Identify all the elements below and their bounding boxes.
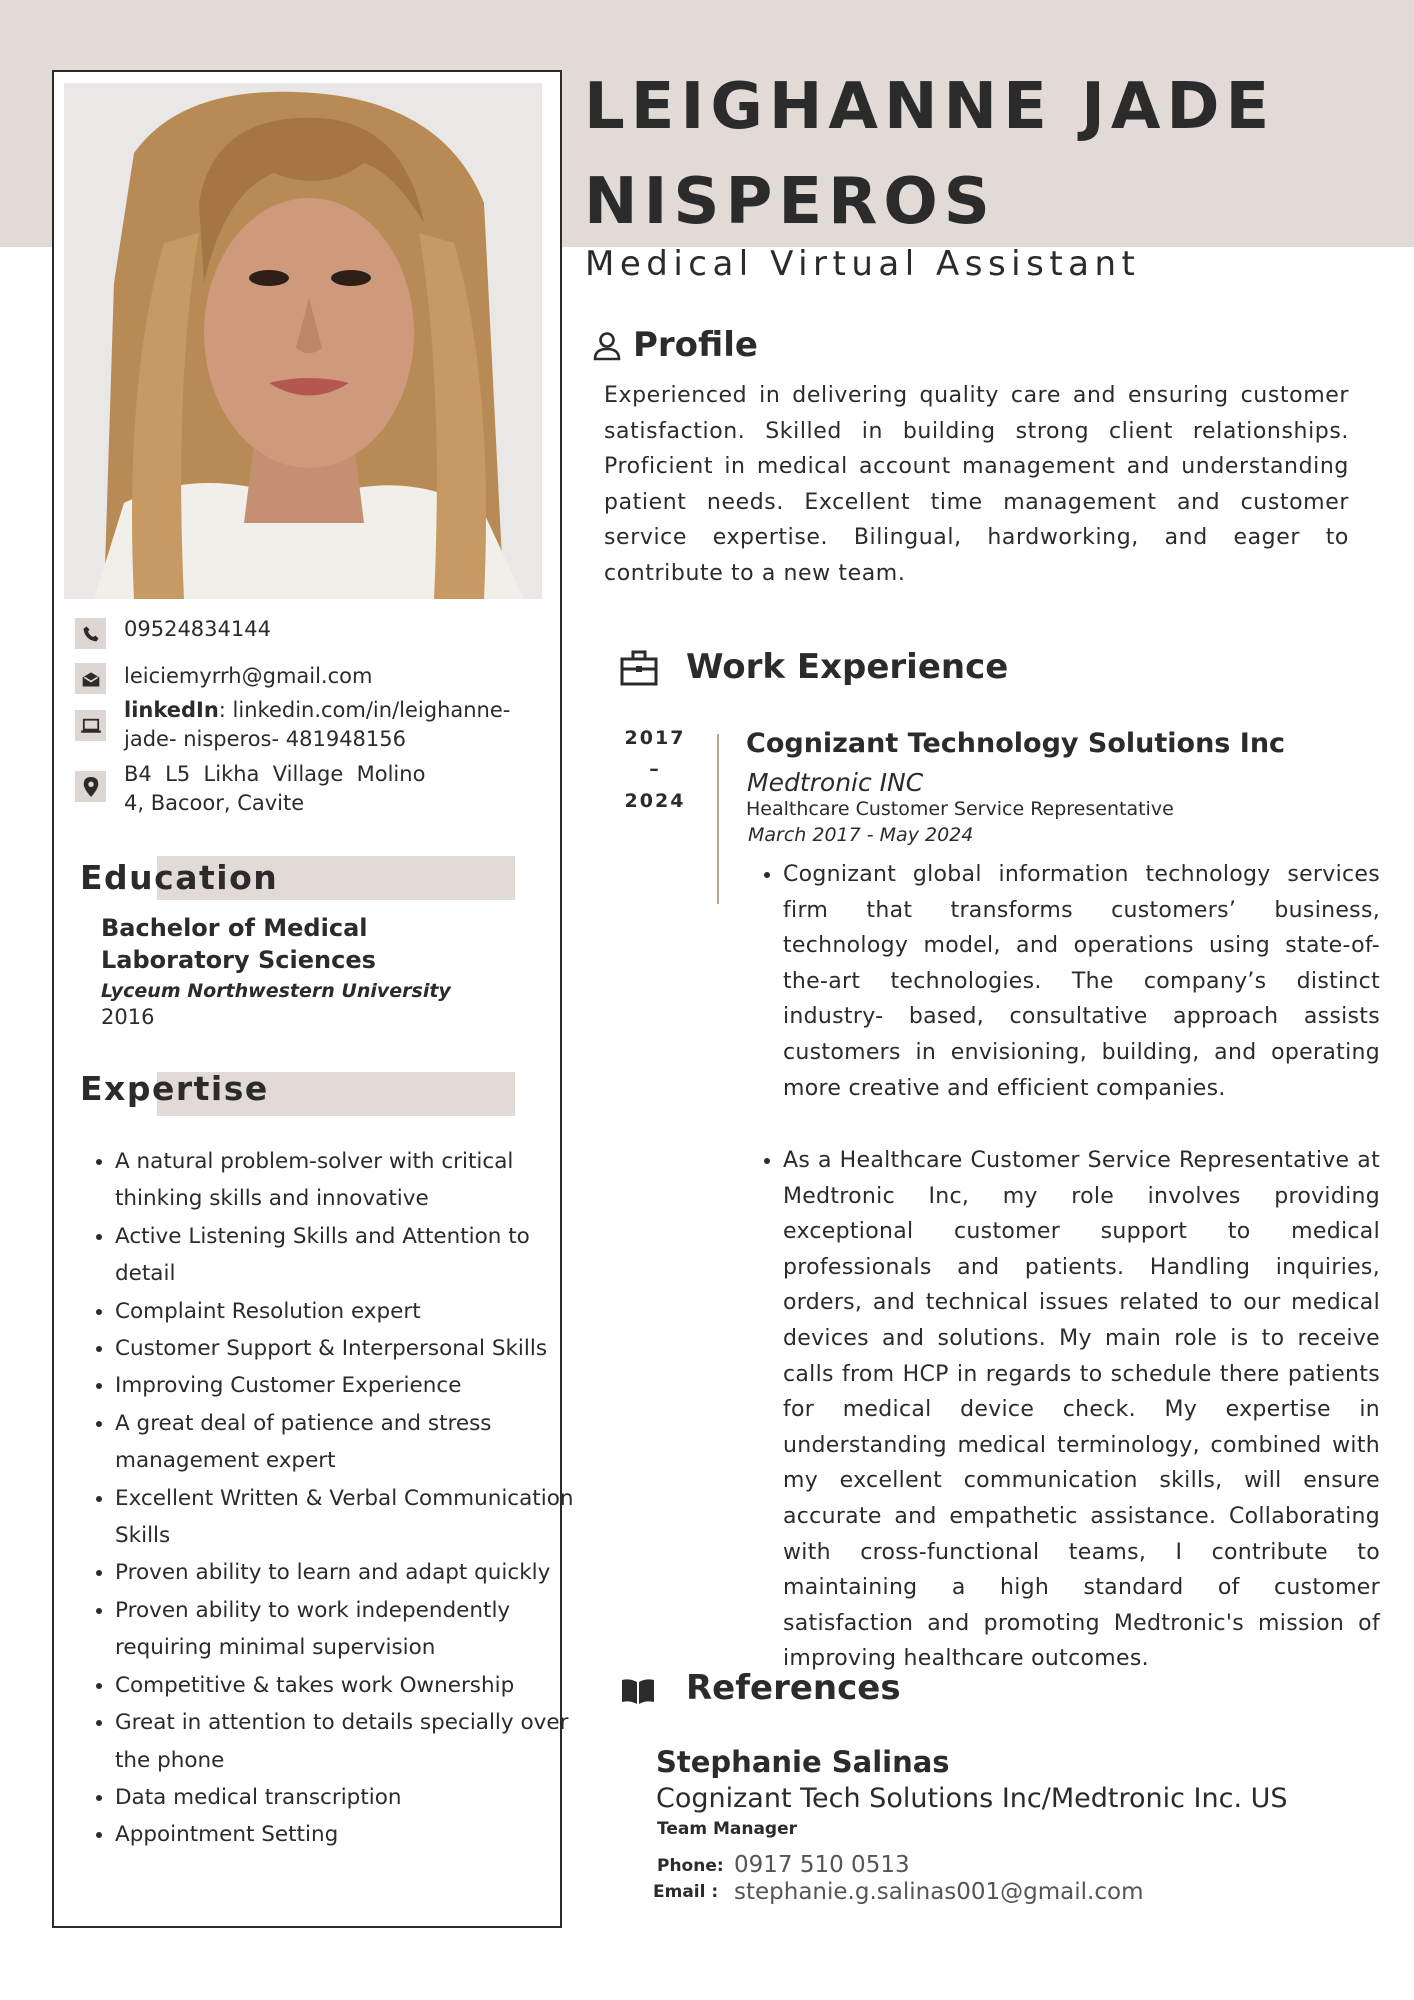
work-bullet-2 [752,1143,1380,1677]
list-item: • Appointment Setting [115,1816,595,1853]
reference-role: Team Manager [657,1819,798,1839]
map-pin-icon [75,771,106,802]
expertise-list [80,1143,595,1854]
address-line1: B4 L5 Likha Village Molino [124,762,426,786]
work-year-dash: – [649,758,661,780]
contact-address [75,760,425,818]
contact-email [75,661,372,694]
reference-phone-label: Phone: [657,1856,724,1876]
contact-phone [75,616,271,649]
list-item: • Cognizant global information technology services firm that transforms customers’ business, technology model, and operations using state-of-the-art technologies. The company’s distinct industry- based, consultative approach assists customers in envisioning, building, and operating more creative and efficient companies. [783,857,1380,1106]
education-year: 2016 [101,1005,155,1029]
education-degree: Bachelor of Medical Laboratory Sciences [101,914,376,974]
list-item: • Data medical transcription [115,1779,595,1816]
profile-text: Experienced in delivering quality care and ensuring customer satisfaction. Skilled in building strong client relationships. Proficient in medical account management and understanding patient needs. Excellent time management and customer service expertise. Bilingual, hardworking, and eager to contribute to a new team. [604,383,1349,586]
linkedin-label: linkedIn [124,698,219,722]
references-heading: References [686,1668,901,1708]
person-name [584,60,1275,250]
work-year-end: 2024 [624,790,686,812]
profile-heading: Profile [633,325,758,365]
person-title: Medical Virtual Assistant [585,244,1141,284]
reference-phone[interactable]: 0917 510 0513 [734,1852,910,1878]
phone-icon [75,618,106,649]
name-line1: LEIGHANNE JADE [584,70,1276,144]
address-line2: 4, Bacoor, Cavite [124,791,305,815]
linkedin-url-line1[interactable]: : linkedin.com/in/leighanne- [218,698,511,722]
list-item: • Improving Customer Experience [115,1367,595,1404]
linkedin-url-line2[interactable]: jade- nisperos- 481948156 [124,727,407,751]
list-item: • Competitive & takes work Ownership [115,1667,595,1704]
list-item: • Complaint Resolution expert [115,1293,595,1330]
list-item: • Active Listening Skills and Attention to detail [115,1218,595,1293]
timeline-line [717,734,719,904]
education-heading: Education [80,858,279,897]
user-icon [592,331,622,365]
list-item: • Customer Support & Interpersonal Skills [115,1330,595,1367]
phone-text: 09524834144 [124,617,271,641]
laptop-icon [75,710,106,741]
work-dates: March 2017 - May 2024 [748,824,974,846]
address-text [124,760,425,818]
reference-name: Stephanie Salinas [656,1745,950,1779]
work-client: Medtronic INC [747,768,924,797]
list-item: • Proven ability to work independently requiring minimal supervision [115,1592,595,1667]
work-bullet-1 [752,857,1380,1106]
book-icon [620,1676,656,1710]
work-heading: Work Experience [686,647,1009,687]
expertise-heading: Expertise [80,1069,269,1108]
list-item: • A great deal of patience and stress management expert [115,1405,595,1480]
email-text: leiciemyrrh@gmail.com [124,664,373,688]
work-role: Healthcare Customer Service Representative [746,798,1174,820]
list-item: • Excellent Written & Verbal Communication Skills [115,1480,595,1555]
contact-linkedin [75,696,510,754]
envelope-icon [75,663,106,694]
reference-company: Cognizant Tech Solutions Inc/Medtronic Inc. US [656,1783,1288,1814]
briefcase-icon [620,650,658,690]
work-year-start: 2017 [624,727,686,749]
education-school: Lyceum Northwestern University [101,980,451,1002]
list-item: • As a Healthcare Customer Service Representative at Medtronic Inc, my role involves providing exceptional customer support to medical professionals and patients. Handling inquiries, orders, and technical issues related to our medical devices and solutions. My main role is to receive calls from HCP in regards to schedule there patients for medical device check. My expertise in understanding medical terminology, combined with my excellent communication skills, will ensure accurate and empathetic assistance. Collaborating with cross-functional teams, I contribute to maintaining a high standard of customer satisfaction and promoting Medtronic's mission of improving healthcare outcomes. [783,1143,1380,1677]
list-item: • A natural problem-solver with critical thinking skills and innovative [115,1143,595,1218]
list-item: • Proven ability to learn and adapt quickly [115,1554,595,1591]
work-company: Cognizant Technology Solutions Inc [746,728,1286,759]
name-line2: NISPEROS [584,165,996,239]
profile-photo [64,83,542,599]
reference-email[interactable]: stephanie.g.salinas001@gmail.com [734,1879,1144,1905]
linkedin-text [124,696,510,754]
reference-email-label: Email : [653,1882,719,1902]
list-item: • Great in attention to details specially over the phone [115,1704,595,1779]
